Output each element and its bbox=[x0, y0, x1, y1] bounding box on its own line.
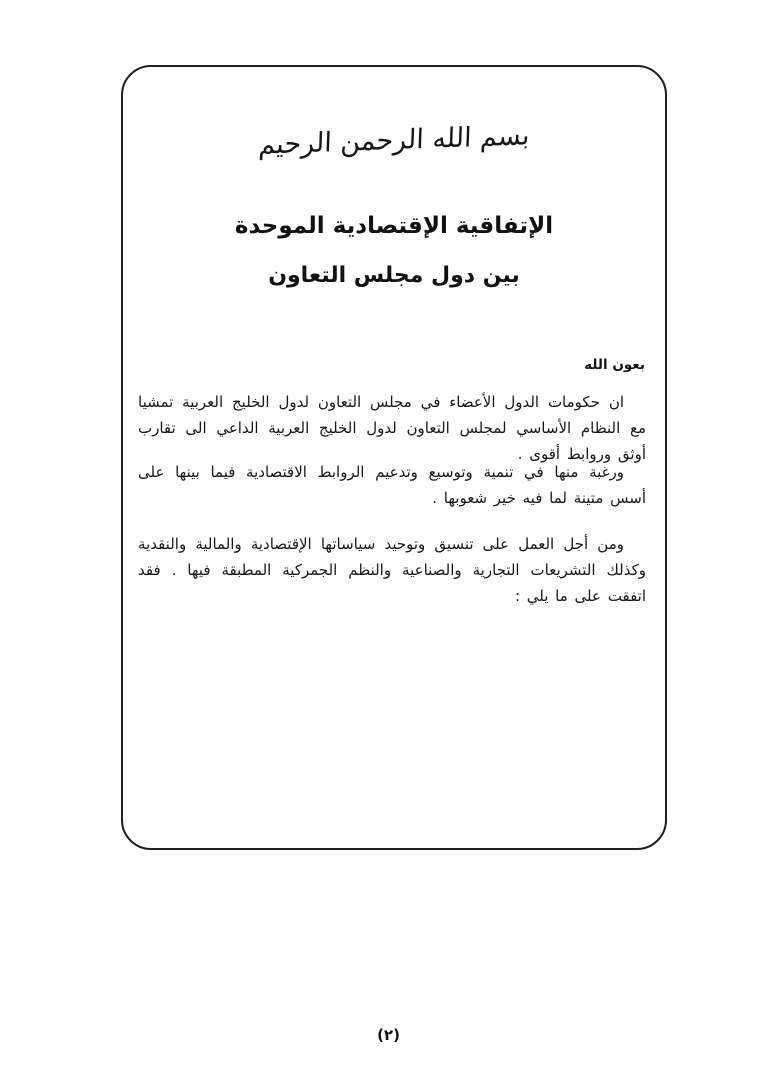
page-border-frame bbox=[121, 65, 667, 850]
page-number: (٢) bbox=[377, 1026, 400, 1044]
preamble-paragraph-3: ومن أجل العمل على تنسيق وتوحيد سياساتها الإقتصادية والمالية والنقدية وكذلك التشريعات التجارية والصناعية والنظم الجمركية المطبقة فيها . فقد اتفقت على ما يلي : bbox=[138, 535, 646, 605]
invocation-text: بعون الله bbox=[584, 357, 645, 373]
preamble-paragraph-2: ورغبة منها في تنمية وتوسيع وتدعيم الروابط الاقتصادية فيما بينها على أسس متينة لما فيه خير شعوبها . bbox=[138, 463, 646, 507]
document-title-line1: الإتفاقية الإقتصادية الموحدة bbox=[234, 213, 554, 239]
bismillah-calligraphy: بسم الله الرحمن الرحيم bbox=[257, 120, 531, 161]
document-title-line2: بين دول مجلس التعاون bbox=[268, 263, 520, 288]
preamble-paragraph-1: ان حكومات الدول الأعضاء في مجلس التعاون لدول الخليج العربية تمشيا مع النظام الأساسي لمجلس التعاون لدول الخليج العربية الداعي الى تقارب أوثق وروابط أقوى . bbox=[138, 393, 646, 463]
